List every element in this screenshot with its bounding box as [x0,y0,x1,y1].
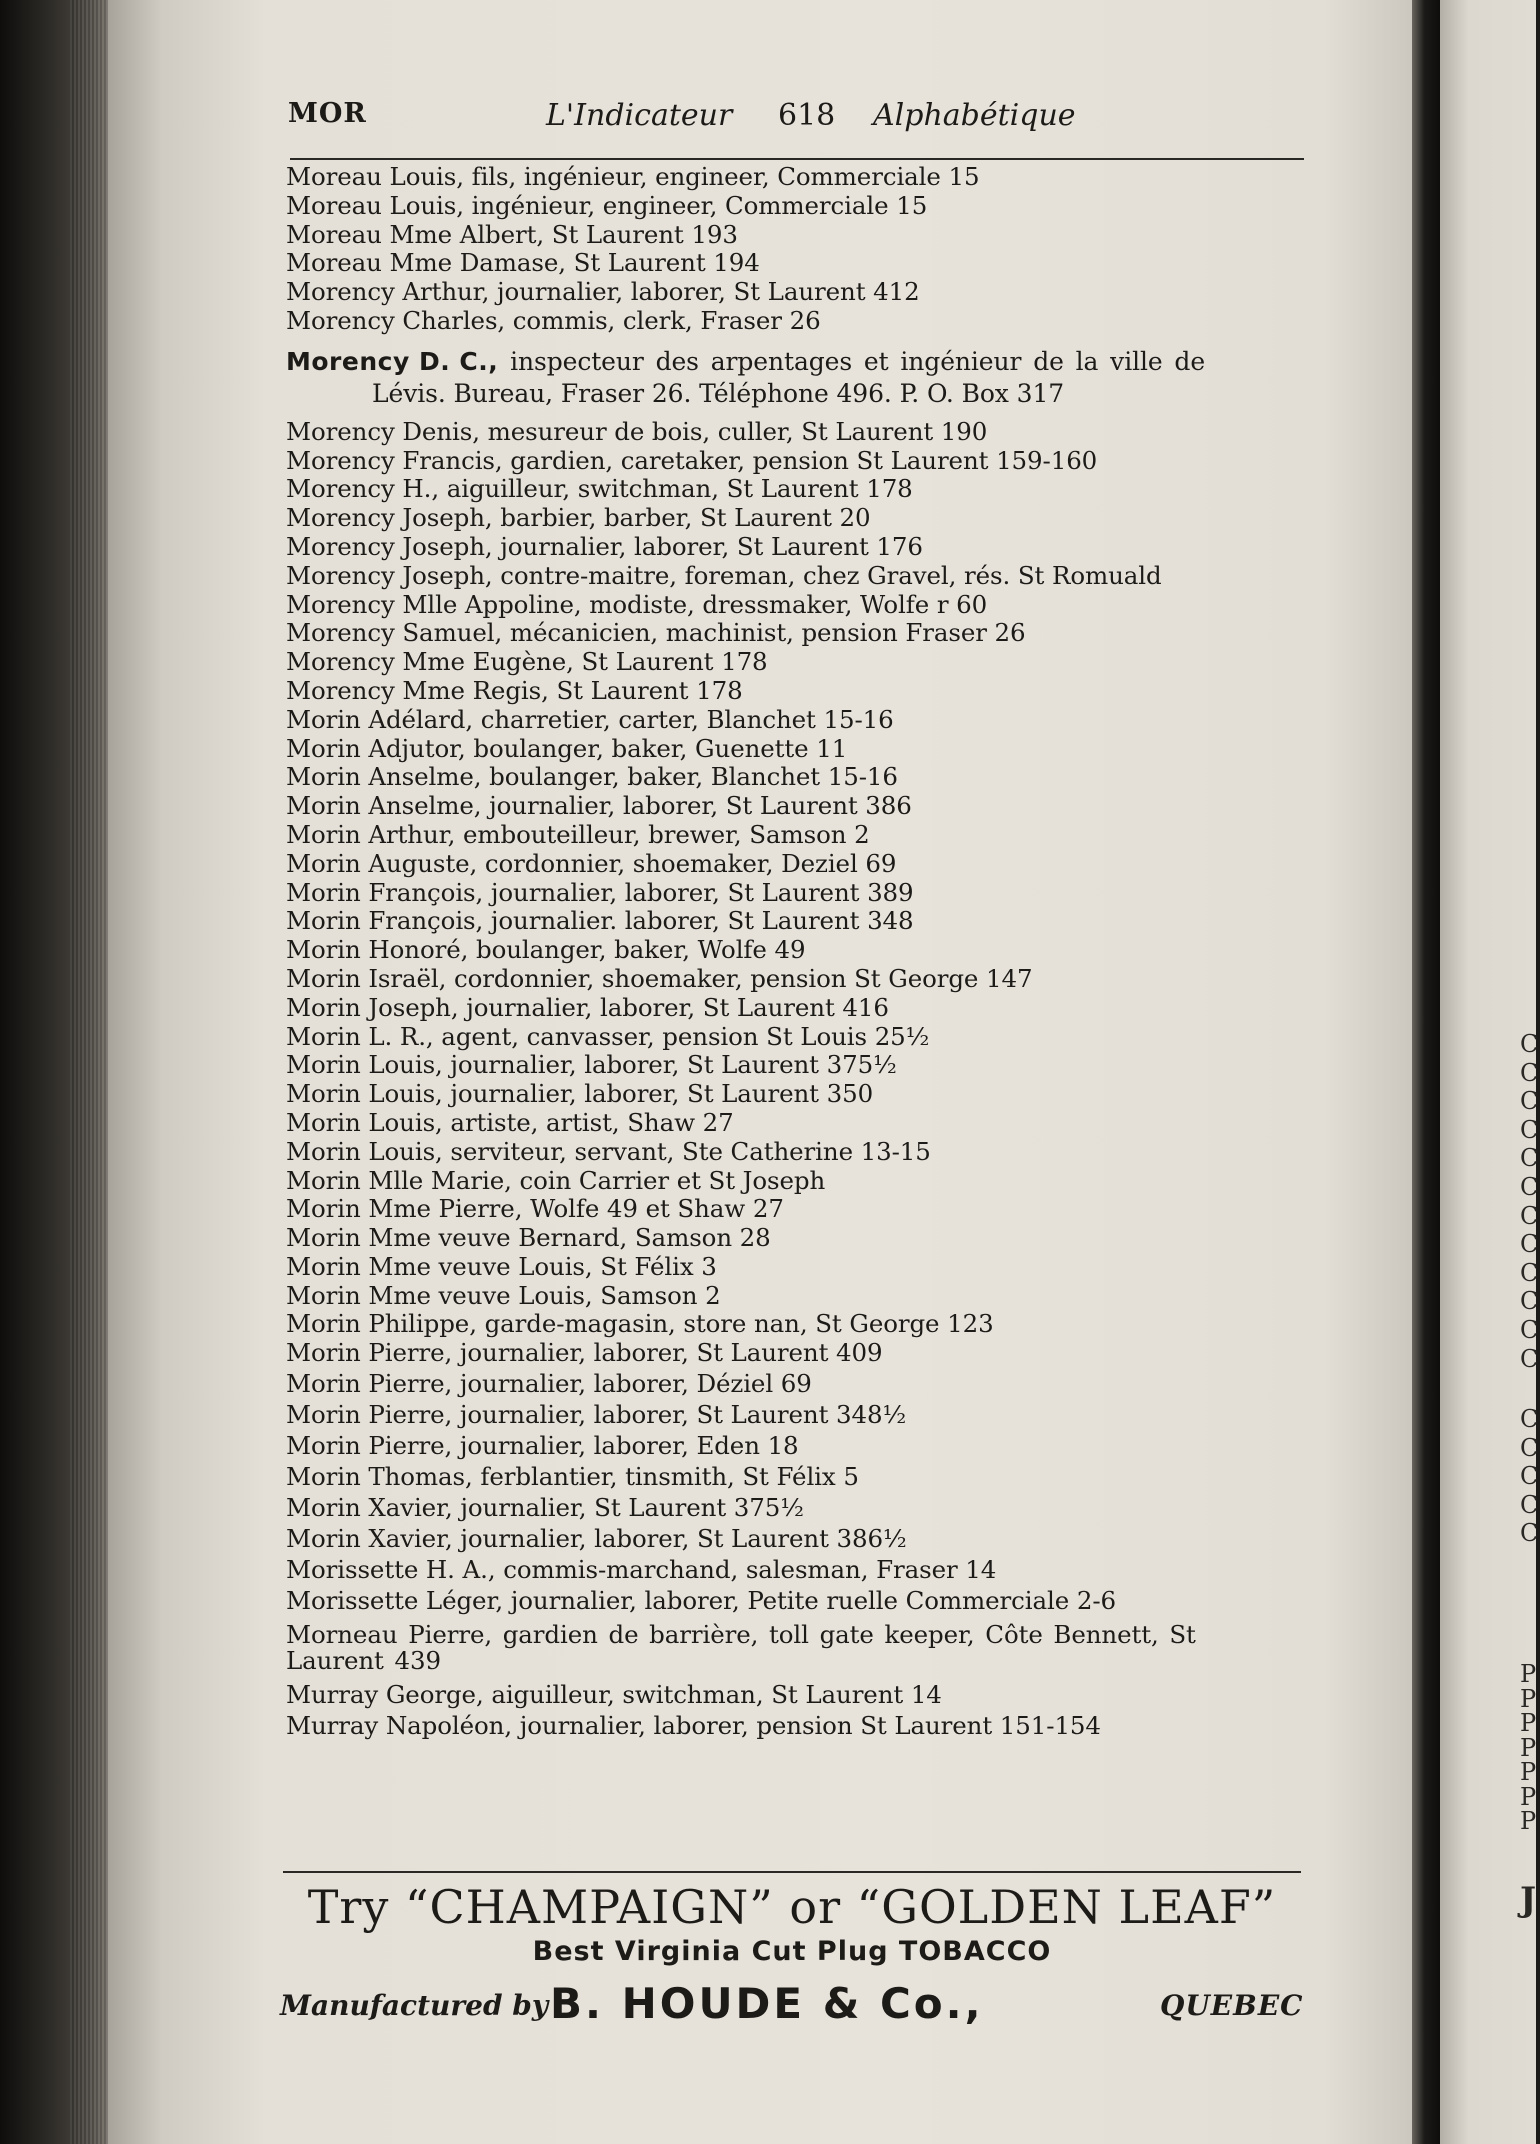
advertisement [280,1880,1304,2029]
directory-entry: Morin Mme Pierre, Wolfe 49 et Shaw 27 [286,1194,784,1224]
page-header [288,98,1304,140]
right-page-letter: P [1520,1758,1537,1786]
directory-entry: Morin Mme veuve Bernard, Samson 28 [286,1223,771,1253]
header-rule [290,158,1304,160]
directory-entry: Morin Pierre, journalier, laborer, St Laurent 348½ [286,1400,907,1430]
directory-entry: Morin Mme veuve Louis, St Félix 3 [286,1251,717,1281]
directory-entry: Morin Mme veuve Louis, Samson 2 [286,1280,721,1310]
right-page-letter: C [1520,1258,1539,1287]
directory-entry: Murray Napoléon, journalier, laborer, pension St Laurent 151-154 [286,1711,1101,1741]
page-number: 618 [778,98,836,133]
right-page-letter: P [1520,1709,1537,1737]
directory-entry: Morin Mlle Marie, coin Carrier et St Joseph [286,1165,826,1195]
directory-entry: Morency Charles, commis, clerk, Fraser 26 [286,305,821,335]
featured-entry [286,346,1306,410]
directory-entry: Morency Samuel, mécanicien, machinist, pension Fraser 26 [286,618,1026,648]
directory-entry: Moreau Louis, ingénieur, engineer, Commerciale 15 [286,190,928,220]
directory-entries-group [286,418,1306,1368]
directory-entries-group [286,1679,1306,1741]
right-page-letter: P [1520,1660,1537,1688]
right-page-letter: C [1520,1115,1539,1144]
wrapped-entry-text: Morneau Pierre, gardien de barrière, toll gate keeper, Côte Bennett, St Laurent 439 [286,1620,1196,1676]
directory-entry: Morin Xavier, journalier, laborer, St Laurent 386½ [286,1524,907,1554]
right-page-letter: P [1520,1782,1537,1811]
directory-entry: Morency Joseph, journalier, laborer, St Laurent 176 [286,531,923,561]
directory-entry: Morin Joseph, journalier, laborer, St Laurent 416 [286,992,889,1022]
directory-entries [286,163,1306,1741]
header-title-left: L'Indicateur [546,98,733,133]
featured-entry-text: inspecteur des arpentages et ingénieur de la ville de [498,346,1206,376]
directory-entry: Morency Mme Eugène, St Laurent 178 [286,647,768,677]
directory-entry: Morin Arthur, embouteilleur, brewer, Samson 2 [286,819,870,849]
featured-entry-continuation: Lévis. Bureau, Fraser 26. Téléphone 496. P. O. Box 317 [372,378,1065,408]
directory-entry-wrapped [286,1622,1304,1674]
header-title-right: Alphabétique [873,98,1076,133]
advertisement-rule [283,1871,1301,1873]
ad-headline: Try “CHAMPAIGN” or “GOLDEN LEAF” [307,1880,1277,1934]
right-page-letter: C [1520,1144,1539,1173]
directory-entry: Morin Adjutor, boulanger, baker, Guenette 11 [286,733,848,763]
right-page-letter: C [1520,1433,1539,1462]
directory-entry: Morency Mme Regis, St Laurent 178 [286,675,743,705]
ad-company: B. HOUDE & Co., [550,1979,984,2028]
right-page-letter: P [1520,1684,1537,1713]
directory-entry: Morency Arthur, journalier, laborer, St Laurent 412 [286,277,920,307]
header-abbreviation: MOR [288,98,367,129]
right-page-letter: P [1520,1807,1537,1835]
right-page-letter: C [1520,1462,1539,1491]
directory-entry: Morissette H. A., commis-marchand, salesman, Fraser 14 [286,1555,997,1585]
right-page-letter: C [1520,1490,1539,1519]
directory-entry: Morency Francis, gardien, caretaker, pension St Laurent 159-160 [286,445,1098,475]
right-page-letter: C [1520,1230,1539,1259]
directory-entry: Murray George, aiguilleur, switchman, St Laurent 14 [286,1680,942,1710]
ad-manufactured-by: Manufactured by [280,1989,549,2022]
directory-entry: Morin Pierre, journalier, laborer, Eden 18 [286,1431,799,1461]
directory-entry: Morin Pierre, journalier, laborer, St Laurent 409 [286,1338,883,1368]
directory-entry: Morin François, journalier, laborer, St Laurent 389 [286,877,914,907]
directory-entry: Morency Joseph, barbier, barber, St Laurent 20 [286,503,871,533]
right-page-letter: C [1520,1030,1539,1058]
directory-entry: Morin Anselme, journalier, laborer, St Laurent 386 [286,791,912,821]
directory-entry: Morin L. R., agent, canvasser, pension St Louis 25½ [286,1021,930,1051]
directory-entry: Morin Anselme, boulanger, baker, Blanchet 15-16 [286,762,898,792]
directory-entry: Morin Xavier, journalier, St Laurent 375½ [286,1493,804,1523]
directory-entry: Morin Louis, journalier, laborer, St Laurent 350 [286,1079,874,1109]
featured-entry-name: Morency D. C., [286,346,499,376]
directory-entry: Morin Israël, cordonnier, shoemaker, pension St George 147 [286,963,1033,993]
directory-entries-group [286,1368,1306,1616]
directory-entry: Morin Adélard, charretier, carter, Blanchet 15-16 [286,704,894,734]
right-page-letter: C [1520,1173,1539,1201]
directory-entry: Morency Joseph, contre-maitre, foreman, chez Gravel, rés. St Romuald [286,560,1162,590]
directory-entry: Moreau Mme Damase, St Laurent 194 [286,248,760,278]
directory-entry: Moreau Mme Albert, St Laurent 193 [286,219,738,249]
directory-entry: Morissette Léger, journalier, laborer, Petite ruelle Commerciale 2-6 [286,1586,1116,1616]
ad-city: QUEBEC [1160,1989,1304,2022]
directory-entry: Morin Louis, serviteur, servant, Ste Catherine 13-15 [286,1136,931,1166]
directory-entry: Morency Denis, mesureur de bois, culler, St Laurent 190 [286,416,988,446]
directory-entry: Morin François, journalier. laborer, St Laurent 348 [286,906,914,936]
ad-manufacturer-line [280,1979,1304,2029]
directory-entry: Morency Mlle Appoline, modiste, dressmaker, Wolfe r 60 [286,589,988,619]
directory-entry: Morin Louis, artiste, artist, Shaw 27 [286,1107,734,1137]
directory-entry: Morency H., aiguilleur, switchman, St Laurent 178 [286,474,913,504]
right-page-letter: C [1520,1058,1539,1087]
directory-entry: Morin Auguste, cordonnier, shoemaker, Deziel 69 [286,848,897,878]
right-page-letter: C [1520,1344,1539,1373]
right-page-letter: C [1520,1519,1539,1548]
right-page-letter: C [1520,1287,1539,1316]
directory-entry: Morin Thomas, ferblantier, tinsmith, St Félix 5 [286,1462,859,1492]
directory-entry: Morin Honoré, boulanger, baker, Wolfe 49 [286,935,806,965]
right-page-letter: C [1520,1405,1539,1433]
directory-entry: Morin Pierre, journalier, laborer, Déziel 69 [286,1369,812,1399]
directory-entry: Morin Louis, journalier, laborer, St Laurent 375½ [286,1050,897,1080]
right-page-letter: C [1520,1316,1539,1344]
right-page-letter: J [1520,1880,1537,1920]
directory-entry: Moreau Louis, fils, ingénieur, engineer, Commerciale 15 [286,162,980,191]
right-page-letter: C [1520,1201,1539,1230]
directory-entry: Morin Philippe, garde-magasin, store nan, St George 123 [286,1309,994,1339]
right-page-letter: C [1520,1087,1539,1116]
right-page-letter: P [1520,1733,1537,1762]
ad-subline: Best Virginia Cut Plug TOBACCO [532,1936,1052,1967]
